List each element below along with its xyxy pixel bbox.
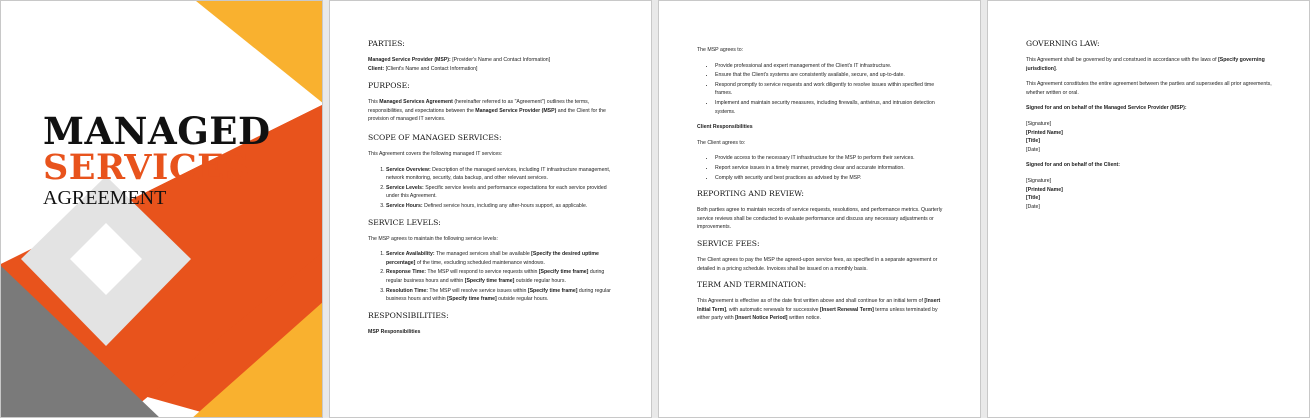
purpose-t2: (hereinafter referred to as "Agreement") outlines the terms, responsibilities, and expectations between the — [368, 99, 590, 114]
list-item: • Provide professional and expert management of the Client's IT infrastructure. — [715, 62, 944, 71]
response-b2: [Specify time frame] — [464, 277, 515, 284]
scope-item — [386, 184, 615, 201]
resolution-b2: [Specify time frame] — [447, 296, 497, 303]
list-item: • Implement and maintain security measures, including firewalls, antivirus, and intrusion detection systems. — [715, 99, 944, 116]
printed-name-label: [Printed Name] — [1026, 129, 1063, 136]
reporting-text: Both parties agree to maintain records of service requests, resolutions, and performance metrics. Quarterly service reviews shall be conducted to evaluate performance and discuss any necessary adjustments or improvements. — [697, 207, 943, 231]
client-value: [Client's Name and Contact Information] — [385, 65, 478, 72]
scope-item — [386, 202, 615, 211]
resolution-t1: The MSP will resolve service issues within — [427, 287, 528, 294]
msp-responsibilities-subheading: MSP Responsibilities — [368, 328, 421, 335]
parties-heading: PARTIES: — [368, 39, 405, 48]
cover-title — [43, 109, 313, 209]
client-agrees-intro: The Client agrees to: — [697, 139, 746, 146]
title-services: SERVICES — [43, 147, 251, 188]
scope-item-text: Description of the managed services, including IT infrastructure management, network monitoring, security, data backup, and other relevant services. — [386, 166, 611, 182]
term-b3: [Insert Notice Period] — [735, 315, 788, 322]
levels-list — [368, 250, 615, 304]
title-managed: MANAGED — [43, 109, 271, 153]
level-item-availability — [386, 250, 615, 267]
signature-line: [Signature] — [1026, 177, 1052, 184]
term-t4: written notice. — [787, 315, 821, 322]
availability-t1: The managed services shall be available — [434, 251, 532, 258]
list-item: • Respond promptly to service requests and work diligently to resolve issues within specified time frames. — [715, 81, 944, 98]
purpose-text — [368, 98, 615, 124]
response-b1: [Specify time frame] — [538, 269, 589, 276]
list-item: • Ensure that the Client's systems are consistently available, secure, and up-to-date. — [715, 71, 944, 80]
resolution-t2: during regular business hours and within — [386, 287, 611, 303]
scope-heading: SCOPE OF MANAGED SERVICES: — [368, 132, 502, 142]
law-t2: . — [1055, 65, 1058, 72]
governing-law-heading: GOVERNING LAW: — [1026, 39, 1100, 48]
purpose-heading: PURPOSE: — [368, 81, 410, 91]
term-t2: , with automatic renewals for successive — [726, 306, 821, 313]
governing-law-text — [1026, 56, 1273, 73]
client-label: Client: — [368, 65, 385, 72]
page-2-content — [368, 39, 615, 343]
page-4 — [987, 0, 1310, 418]
client-signature-block — [1026, 177, 1273, 211]
level-item-response — [386, 268, 615, 285]
cover-page — [0, 0, 323, 418]
parties-block — [368, 56, 615, 73]
list-item: • Comply with security and best practices as advised by the MSP. — [715, 174, 944, 183]
signed-client-heading: Signed for and on behalf of the Client: — [1026, 162, 1120, 169]
term-t1: This Agreement is effective as of the date first written above and shall continue for an initial term of — [697, 298, 925, 305]
scope-item — [386, 166, 615, 183]
msp-signature-block — [1026, 120, 1273, 154]
law-t1: This Agreement shall be governed by and construed in accordance with the laws of — [1026, 57, 1219, 63]
msp-agrees-intro: The MSP agrees to: — [697, 47, 744, 53]
availability-t2: of the time, excluding scheduled maintenance windows. — [415, 259, 545, 266]
list-item: • Report service issues in a timely manner, providing clear and accurate information. — [715, 164, 944, 173]
signed-msp-heading: Signed for and on behalf of the Managed Service Provider (MSP): — [1026, 105, 1187, 112]
term-heading: TERM AND TERMINATION: — [697, 280, 807, 290]
levels-intro: The MSP agrees to maintain the following service levels: — [368, 235, 498, 242]
scope-item-label: Service Overview: — [386, 166, 431, 173]
purpose-b1: Managed Services Agreement — [379, 99, 453, 106]
signature-line: [Signature] — [1026, 120, 1052, 127]
purpose-b2: Managed Service Provider (MSP) — [475, 107, 557, 114]
scope-list — [368, 166, 615, 211]
level-item-resolution — [386, 287, 615, 304]
term-text — [697, 297, 944, 323]
date-line: [Date] — [1026, 203, 1040, 210]
client-responsibilities-subheading: Client Responsibilities — [697, 124, 753, 131]
title-agreement: AGREEMENT — [43, 187, 167, 209]
printed-name-label: [Printed Name] — [1026, 186, 1063, 193]
page-2 — [329, 0, 652, 418]
scope-intro: This Agreement covers the following managed IT services: — [368, 150, 503, 157]
title-line — [1026, 137, 1273, 146]
response-t2: during regular business hours and within — [386, 269, 605, 284]
reporting-heading: REPORTING AND REVIEW: — [697, 189, 804, 199]
term-b1: [Insert Initial Term] — [697, 298, 941, 313]
date-line: [Date] — [1026, 146, 1040, 153]
printed-name-line — [1026, 186, 1273, 195]
msp-label: Managed Service Provider (MSP): — [368, 57, 451, 63]
scope-item-text: Defined service hours, including any after-hours support, as applicable. — [422, 202, 588, 209]
scope-item-label: Service Hours: — [386, 202, 423, 209]
msp-value: [Provider's Name and Contact Information] — [452, 57, 551, 63]
list-item: • Provide access to the necessary IT infrastructure for the MSP to perform their services. — [715, 154, 944, 163]
resolution-label: Resolution Time: — [386, 287, 428, 294]
msp-agrees-list — [697, 62, 944, 117]
fees-text: The Client agrees to pay the MSP the agreed-upon service fees, as specified in a separate agreement or detailed in a pricing schedule. Invoices shall be issued on a monthly basis. — [697, 256, 938, 272]
title-label: [Title] — [1026, 138, 1041, 145]
responsibilities-heading: RESPONSIBILITIES: — [368, 310, 449, 320]
term-t3: terms unless terminated by either party with — [697, 306, 938, 322]
cover-graphic — [1, 1, 323, 418]
purpose-t1: This — [368, 99, 380, 106]
fees-heading: SERVICE FEES: — [697, 238, 760, 248]
scope-item-label: Service Levels: — [386, 184, 424, 191]
printed-name-line — [1026, 129, 1273, 138]
response-t3: outside regular hours. — [514, 277, 566, 284]
page-3-content — [697, 46, 944, 330]
title-label: [Title] — [1026, 195, 1041, 202]
levels-heading: SERVICE LEVELS: — [368, 217, 441, 227]
resolution-b1: [Specify time frame] — [527, 287, 578, 294]
scope-item-text: Specific service levels and performance expectations for each service provided under this Agreement. — [386, 184, 607, 200]
term-b2: [Insert Renewal Term] — [820, 306, 874, 313]
client-agrees-list — [697, 154, 944, 182]
title-line — [1026, 194, 1273, 203]
resolution-t3: outside regular hours. — [496, 296, 549, 303]
law-b1: [Specify governing jurisdiction] — [1026, 57, 1265, 72]
page-4-content — [1026, 39, 1273, 211]
entire-agreement-text: This Agreement constitutes the entire agreement between the parties and supersedes all prior agreements, whether written or oral. — [1026, 81, 1272, 96]
page-3 — [658, 0, 981, 418]
availability-label: Service Availability: — [386, 251, 435, 258]
yellow-band-top-2 — [196, 1, 323, 104]
response-label: Response Time: — [386, 269, 426, 276]
response-t1: The MSP will respond to service requests within — [425, 269, 539, 276]
purpose-t3: and the Client for the provision of managed IT services. — [368, 107, 606, 123]
availability-b1: [Specify the desired uptime percentage] — [386, 251, 599, 266]
